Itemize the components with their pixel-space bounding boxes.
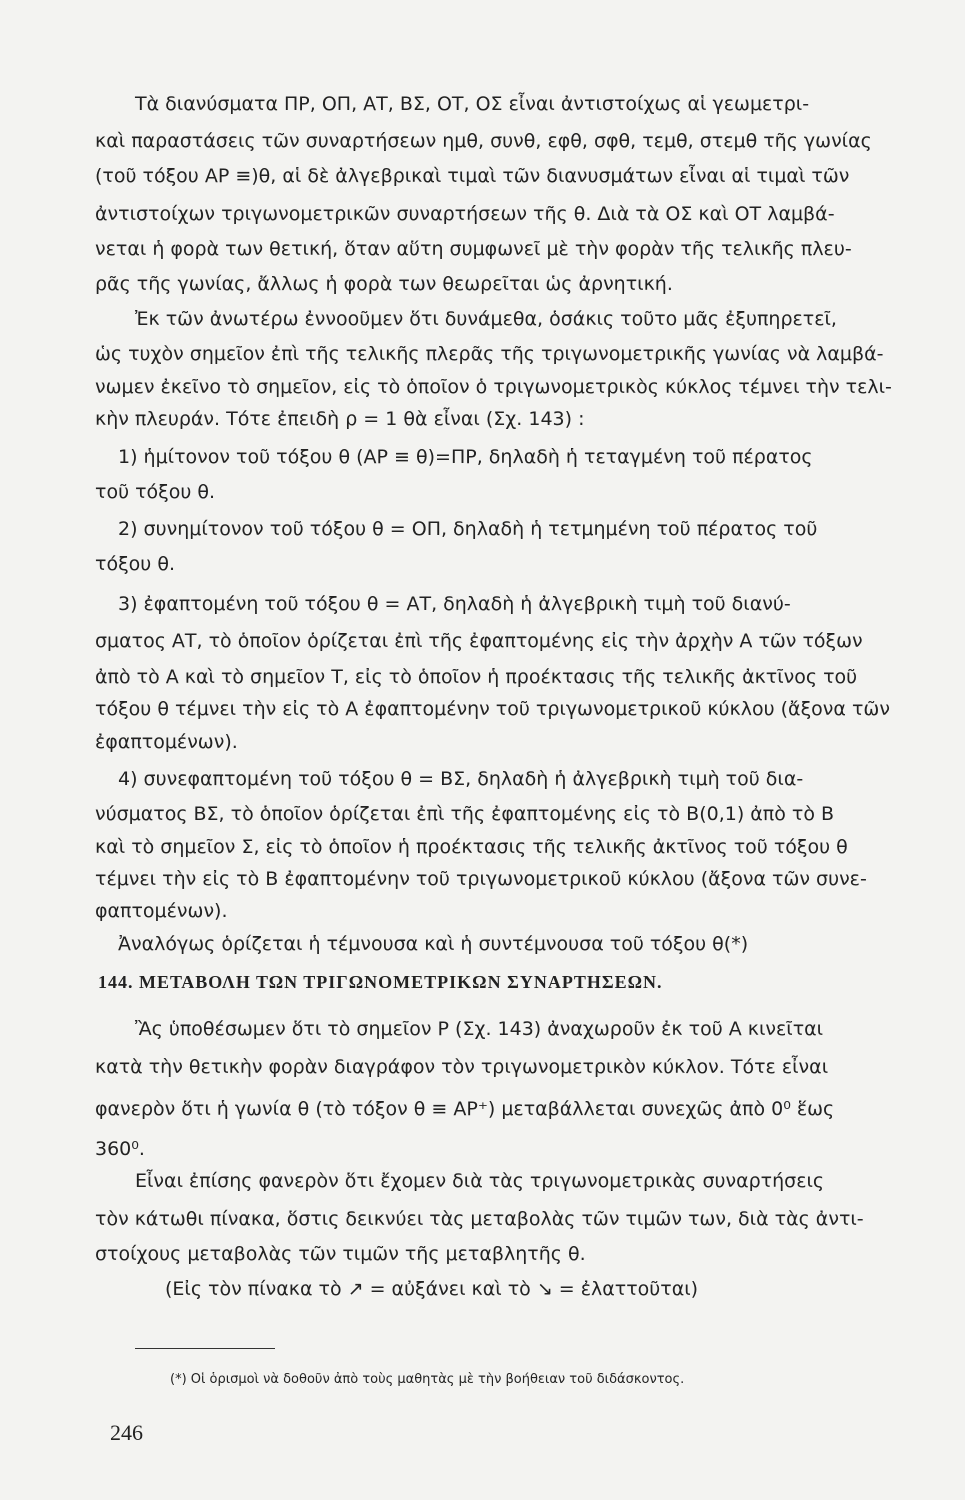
section-line-2: κατὰ τὴν θετικὴν φορὰν διαγράφον τὸν τριγωνομετρικὸν κύκλον. Τότε εἶναι bbox=[95, 1056, 829, 1078]
text-line-7: Ἐκ τῶν ἀνωτέρω ἐννοοῦμεν ὅτι δυνάμεθα, ὁσάκις τοῦτο μᾶς ἐξυπηρετεῖ, bbox=[135, 308, 837, 330]
text-line-5: νεται ἡ φορὰ των θετική, ὅταν αὕτη συμφωνεῖ μὲ τὴν φορὰν τῆς τελικῆς πλευ- bbox=[95, 238, 852, 260]
text-line-8: ὡς τυχὸν σημεῖον ἐπὶ τῆς τελικῆς πλερᾶς τῆς τριγωνομετρικῆς γωνίας νὰ λαμβά- bbox=[95, 343, 884, 365]
text-line-16: σματος ΑΤ, τὸ ὁποῖον ὁρίζεται ἐπὶ τῆς ἐφαπτομένης εἰς τὴν ἀρχὴν Α τῶν τόξων bbox=[95, 630, 863, 652]
footnote: (*) Οἱ ὁρισμοὶ νὰ δοθοῦν ἀπὸ τοὺς μαθητὰς μὲ τὴν βοήθειαν τοῦ διδάσκοντος. bbox=[170, 1372, 685, 1387]
page-number: 246 bbox=[110, 1420, 143, 1445]
text-line-17: ἀπὸ τὸ Α καὶ τὸ σημεῖον Τ, εἰς τὸ ὁποῖον ἡ προέκτασις τῆς τελικῆς ἀκτῖνος τοῦ bbox=[95, 666, 858, 688]
section-line-4: 360⁰. bbox=[95, 1138, 145, 1160]
section-line-1: Ἂς ὑποθέσωμεν ὅτι τὸ σημεῖον Ρ (Σχ. 143) ἀναχωροῦν ἐκ τοῦ Α κινεῖται bbox=[135, 1018, 824, 1040]
text-line-20: 4) συνεφαπτομένη τοῦ τόξου θ = ΒΣ, δηλαδὴ ἡ ἀλγεβρικὴ τιμὴ τοῦ δια- bbox=[118, 768, 804, 790]
section-line-6: τὸν κάτωθι πίνακα, ὅστις δεικνύει τὰς μεταβολὰς τῶν τιμῶν των, διὰ τὰς ἀντι- bbox=[95, 1208, 864, 1230]
text-line-15: 3) ἐφαπτομένη τοῦ τόξου θ = ΑΤ, δηλαδὴ ἡ ἀλγεβρικὴ τιμὴ τοῦ διανύ- bbox=[118, 593, 791, 615]
text-line-18: τόξου θ τέμνει τὴν εἰς τὸ Α ἐφαπτομένην τοῦ τριγωνομετρικοῦ κύκλου (ἄξονα τῶν bbox=[95, 698, 890, 720]
section-line-5: Εἶναι ἐπίσης φανερὸν ὅτι ἔχομεν διὰ τὰς τριγωνομετρικὰς συναρτήσεις bbox=[135, 1170, 825, 1192]
text-line-4: ἀντιστοίχων τριγωνομετρικῶν συναρτήσεων τῆς θ. Διὰ τὰ ΟΣ καὶ ΟΤ λαμβά- bbox=[95, 203, 835, 225]
text-line-10: κὴν πλευράν. Τότε ἐπειδὴ ρ = 1 θὰ εἶναι (Σχ. 143) : bbox=[95, 408, 585, 430]
text-line-1: Τὰ διανύσματα ΠΡ, ΟΠ, ΑΤ, ΒΣ, ΟΤ, ΟΣ εἶναι ἀντιστοίχως αἱ γεωμετρι- bbox=[135, 93, 810, 115]
text-line-22: καὶ τὸ σημεῖον Σ, εἰς τὸ ὁποῖον ἡ προέκτασις τῆς τελικῆς ἀκτῖνος τοῦ τόξου θ bbox=[95, 836, 848, 858]
text-line-24: φαπτομένων). bbox=[95, 900, 228, 922]
text-line-3: (τοῦ τόξου ΑΡ ≡)θ, αἱ δὲ ἀλγεβρικαὶ τιμαὶ τῶν διανυσμάτων εἶναι αἱ τιμαὶ τῶν bbox=[95, 165, 850, 187]
section-line-8: (Εἰς τὸν πίνακα τὸ ↗ = αὐξάνει καὶ τὸ ↘ = ἐλαττοῦται) bbox=[165, 1278, 699, 1300]
section-heading: 144. ΜΕΤΑΒΟΛΗ ΤΩΝ ΤΡΙΓΩΝΟΜΕΤΡΙΚΩΝ ΣΥΝΑΡΤΗΣΕΩΝ. bbox=[98, 972, 663, 992]
text-line-14: τόξου θ. bbox=[95, 553, 175, 575]
text-line-2: καὶ παραστάσεις τῶν συναρτήσεων ημθ, συνθ, εφθ, σφθ, τεμθ, στεμθ τῆς γωνίας bbox=[95, 130, 872, 152]
section-line-7: στοίχους μεταβολὰς τῶν τιμῶν τῆς μεταβλητῆς θ. bbox=[95, 1243, 586, 1265]
text-line-13: 2) συνημίτονον τοῦ τόξου θ = ΟΠ, δηλαδὴ ἡ τετμημένη τοῦ πέρατος τοῦ bbox=[118, 518, 818, 540]
text-line-19: ἐφαπτομένων). bbox=[95, 731, 238, 753]
text-line-25: Ἀναλόγως ὁρίζεται ἡ τέμνουσα καὶ ἡ συντέμνουσα τοῦ τόξου θ(*) bbox=[118, 933, 749, 955]
text-line-6: ρᾶς τῆς γωνίας, ἄλλως ἡ φορὰ των θεωρεῖται ὡς ἀρνητική. bbox=[95, 273, 673, 295]
text-line-23: τέμνει τὴν εἰς τὸ Β ἐφαπτομένην τοῦ τριγωνομετρικοῦ κύκλου (ἄξονα τῶν συνε- bbox=[95, 868, 867, 890]
text-line-9: νωμεν ἐκεῖνο τὸ σημεῖον, εἰς τὸ ὁποῖον ὁ τριγωνομετρικὸς κύκλος τέμνει τὴν τελι- bbox=[95, 376, 892, 398]
text-line-11: 1) ἡμίτονον τοῦ τόξου θ (ΑΡ ≡ θ)=ΠΡ, δηλαδὴ ἡ τεταγμένη τοῦ πέρατος bbox=[118, 446, 813, 468]
text-line-21: νύσματος ΒΣ, τὸ ὁποῖον ὁρίζεται ἐπὶ τῆς ἐφαπτομένης εἰς τὸ Β(0,1) ἀπὸ τὸ Β bbox=[95, 803, 835, 825]
text-line-12: τοῦ τόξου θ. bbox=[95, 481, 216, 503]
section-line-3: φανερὸν ὅτι ἡ γωνία θ (τὸ τόξον θ ≡ ΑΡ⁺) μεταβάλλεται συνεχῶς ἀπὸ 0⁰ ἕως bbox=[95, 1098, 835, 1120]
footnote-divider bbox=[135, 1348, 275, 1349]
